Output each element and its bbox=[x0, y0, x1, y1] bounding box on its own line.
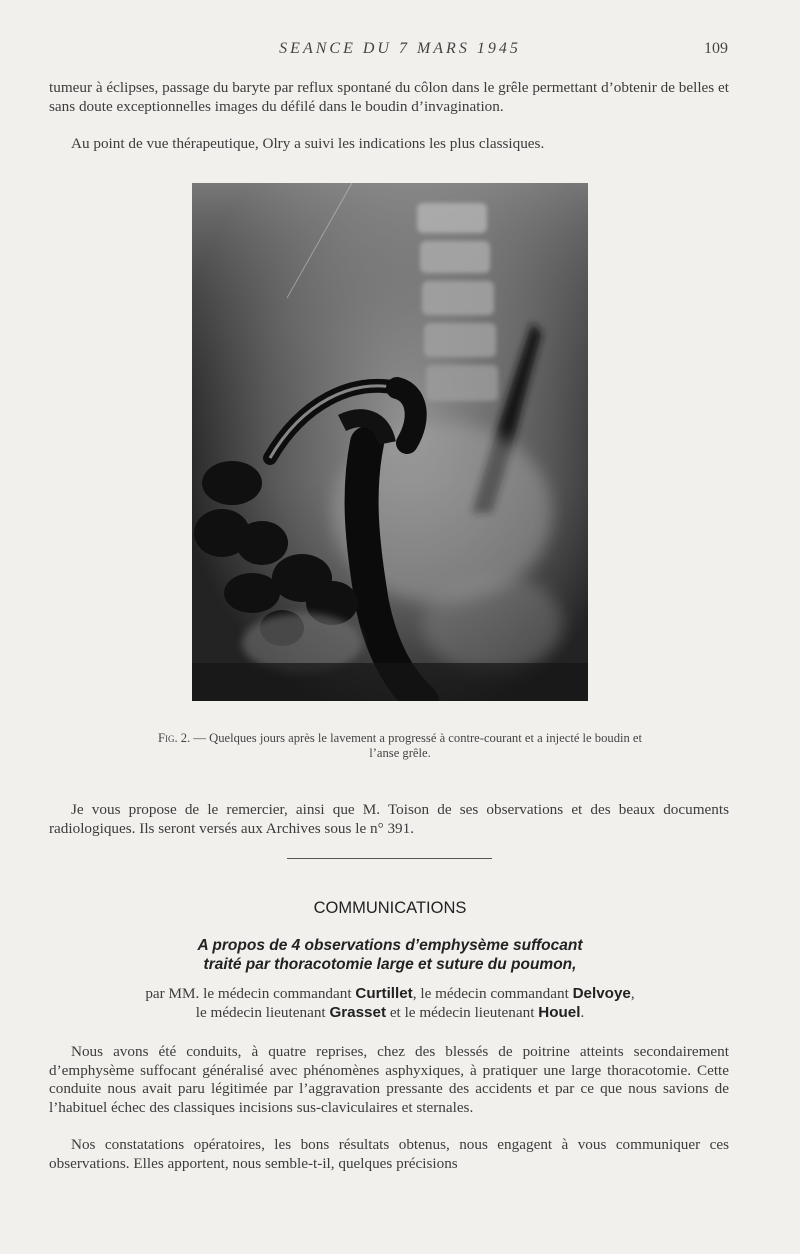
article-title-line-2: traité par thoracotomie large et suture du poumon, bbox=[203, 956, 577, 973]
article-title-line-1: A propos de 4 observations d’emphysème suffocant bbox=[197, 937, 583, 954]
intro-paragraph-therapy: Au point de vue thérapeutique, Olry a suivi les indications les plus classiques. bbox=[71, 135, 545, 152]
running-title: SEANCE DU 7 MARS 1945 bbox=[279, 40, 521, 57]
author-rank: et le médecin lieutenant bbox=[386, 1004, 539, 1021]
author-rank: le médecin lieutenant bbox=[195, 1004, 330, 1021]
radiograph-figure bbox=[192, 183, 588, 701]
article-title bbox=[0, 936, 780, 974]
article-body-paragraph-2: Nos constatations opératoires, les bons résultats obtenus, nous engagent à vous communiquer ces observations. Elles apportent, nous semble-t-il, quelques précisions bbox=[49, 1136, 729, 1172]
author-line-1 bbox=[0, 984, 780, 1003]
author-byline bbox=[0, 984, 780, 1022]
figure-caption bbox=[150, 731, 650, 761]
section-divider bbox=[287, 858, 492, 859]
author-name-delvoye: Delvoye bbox=[572, 985, 631, 1002]
author-rank: , le médecin commandant bbox=[412, 985, 573, 1002]
article-body-paragraph-1: Nous avons été conduits, à quatre reprises, chez des blessés de poitrine atteints secondairement d’emphysème suffocant généralisé avec phénomènes asphyxiques, à pratiquer une large thoracotomie. Cette conduite nous avait paru légitimée par l’aggravation pressante des accidents et par ce que nous savions de l’habituel échec des classiques incisions sus-claviculaires et sternales. bbox=[49, 1043, 729, 1116]
radiograph-image bbox=[192, 183, 588, 701]
author-prefix: par MM. le médecin commandant bbox=[145, 985, 356, 1002]
intro-paragraph: tumeur à éclipses, passage du baryte par reflux spontané du côlon dans le grêle permettant d’obtenir de belles et sans doute exceptionnelles images du défilé dans le boudin d’invagination. bbox=[49, 79, 729, 115]
author-end: . bbox=[580, 1004, 585, 1021]
author-line-2 bbox=[0, 1003, 780, 1022]
running-head bbox=[0, 40, 800, 62]
figure-caption-text: — Quelques jours après le lavement a progressé à contre-courant et a injecté le boudin et l’anse grêle. bbox=[190, 731, 643, 760]
author-name-grasset: Grasset bbox=[329, 1004, 387, 1021]
author-name-curtillet: Curtillet bbox=[355, 985, 413, 1002]
section-heading: COMMUNICATIONS bbox=[313, 899, 467, 917]
page-number: 109 bbox=[704, 40, 728, 57]
author-separator: , bbox=[630, 985, 635, 1002]
author-name-houel: Houel bbox=[538, 1004, 581, 1021]
figure-label: Fig. 2. bbox=[157, 731, 191, 745]
closing-paragraph: Je vous propose de le remercier, ainsi que M. Toison de ses observations et des beaux documents radiologiques. Ils seront versés aux Archives sous le n° 391. bbox=[49, 801, 729, 837]
